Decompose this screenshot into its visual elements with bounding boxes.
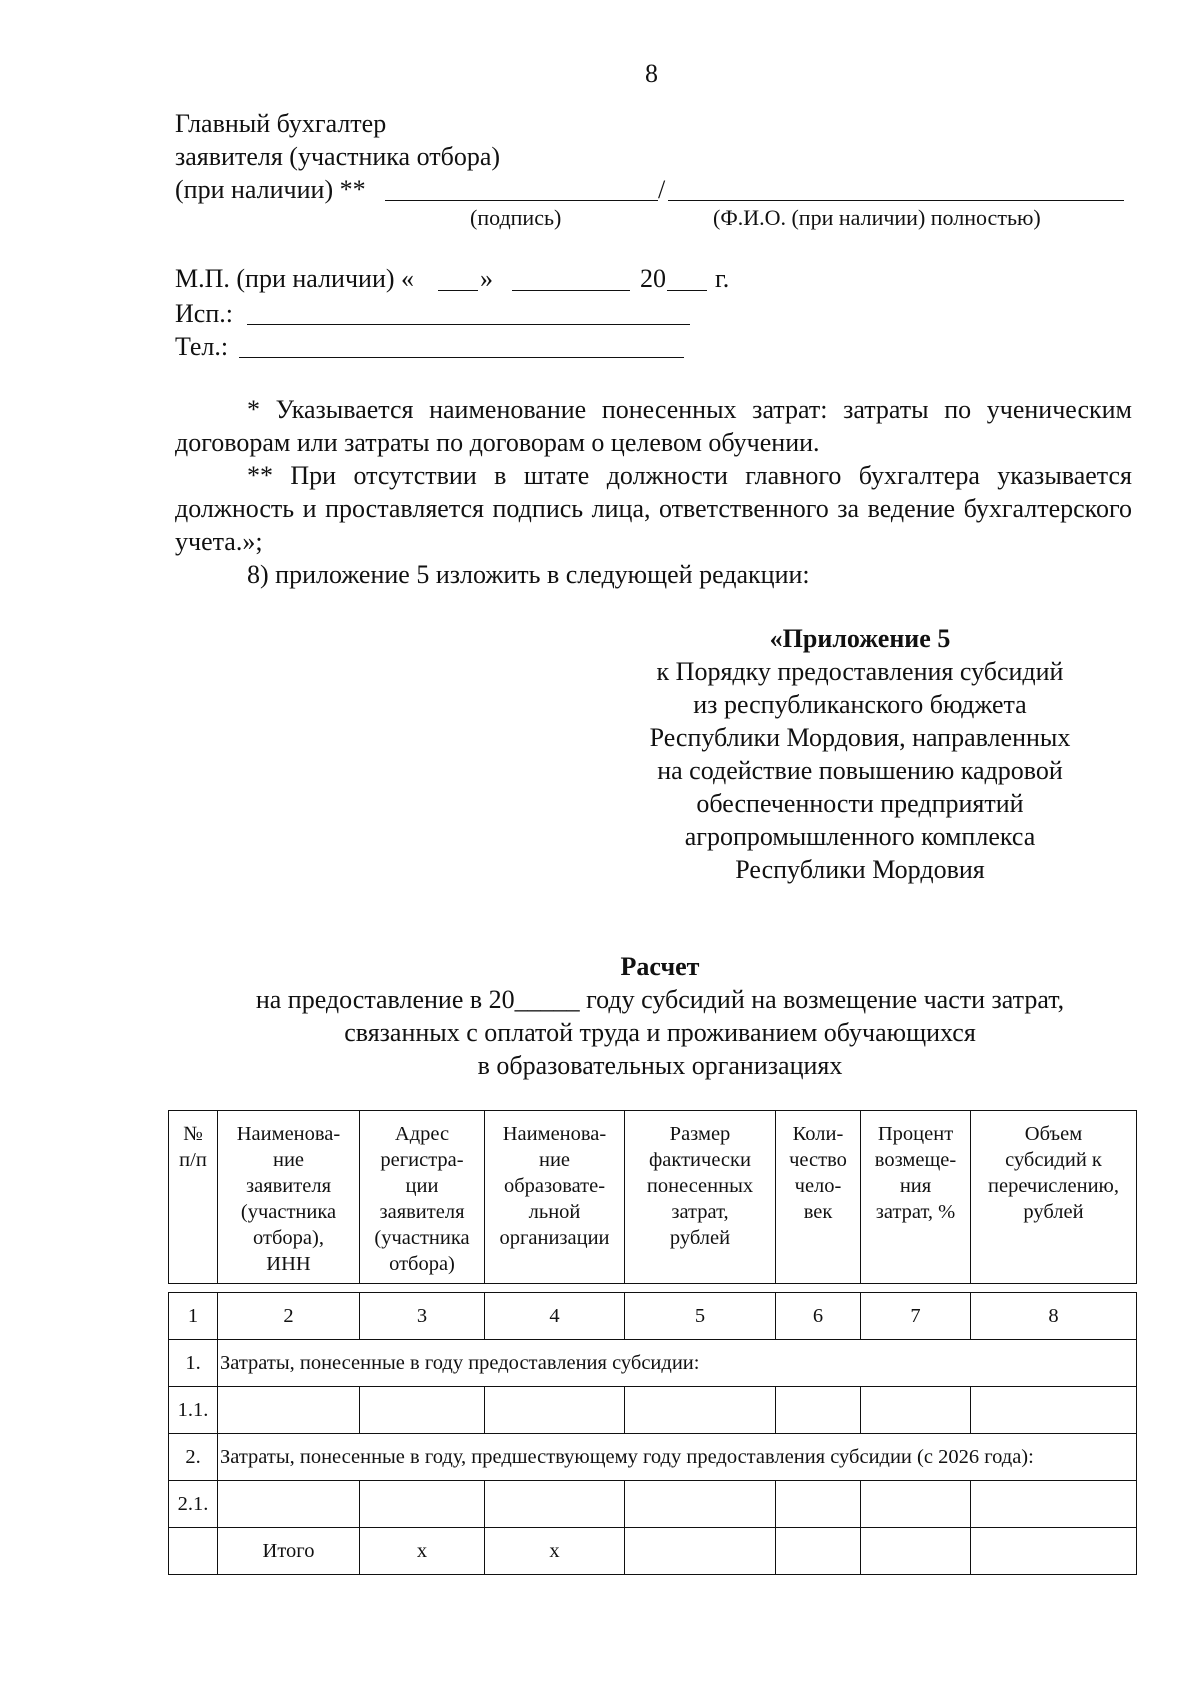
empty-cell — [776, 1481, 861, 1528]
row-2-1-number: 2.1. — [169, 1481, 218, 1528]
full-name-line — [668, 200, 1124, 201]
empty-cell — [485, 1481, 625, 1528]
calculation-table — [168, 1110, 1137, 1575]
header-educational-organization: Наименова- ние образовате- льной организации — [485, 1111, 625, 1284]
applicant-label: заявителя (участника отбора) — [175, 142, 501, 171]
empty-cell — [971, 1387, 1137, 1434]
phone-line — [239, 357, 684, 358]
section-2-title: Затраты, понесенные в году, предшествующему году предоставления субсидии (с 2026 года): — [218, 1434, 1137, 1481]
section-1-number: 1. — [169, 1340, 218, 1387]
section-1-row — [169, 1340, 1137, 1387]
table-row — [169, 1481, 1137, 1528]
appendix-line-3: Республики Мордовия, направленных — [649, 723, 1071, 752]
year-prefix: 20 — [640, 264, 666, 293]
empty-cell — [169, 1528, 218, 1575]
appendix-title: «Приложение 5 — [769, 624, 951, 653]
empty-cell — [861, 1387, 971, 1434]
gap-cell — [485, 1284, 625, 1293]
empty-cell — [971, 1481, 1137, 1528]
gap-cell — [971, 1284, 1137, 1293]
empty-cell — [360, 1481, 485, 1528]
executor-line — [247, 324, 690, 325]
table-header-row — [169, 1111, 1137, 1284]
year-line — [667, 290, 707, 291]
empty-cell — [861, 1481, 971, 1528]
month-line — [512, 290, 630, 291]
gap-cell — [861, 1284, 971, 1293]
empty-cell — [971, 1528, 1137, 1575]
gap-cell — [776, 1284, 861, 1293]
total-row — [169, 1528, 1137, 1575]
signature-line — [385, 200, 658, 201]
header-row-number: № п/п — [169, 1111, 218, 1284]
empty-cell — [625, 1528, 776, 1575]
page-number: 8 — [645, 59, 658, 88]
empty-cell — [218, 1387, 360, 1434]
item-8: 8) приложение 5 изложить в следующей редакции: — [247, 560, 810, 589]
column-number: 4 — [485, 1293, 625, 1340]
if-any-label: (при наличии) ** — [175, 175, 366, 204]
column-number: 8 — [971, 1293, 1137, 1340]
empty-cell — [485, 1387, 625, 1434]
empty-cell — [861, 1528, 971, 1575]
calculation-title: Расчет — [620, 952, 700, 981]
appendix-line-7: Республики Мордовия — [735, 855, 985, 884]
appendix-line-4: на содействие повышению кадровой — [657, 756, 1063, 785]
calculation-subtitle-2: связанных с оплатой труда и проживанием обучающихся — [344, 1018, 976, 1047]
column-number: 7 — [861, 1293, 971, 1340]
gap-cell — [218, 1284, 360, 1293]
gap-cell — [360, 1284, 485, 1293]
footnote-2: ** При отсутствии в штате должности главного бухгалтера указывается должность и проставляется подпись лица, ответственного за ведение бухгалтерского учета.»; — [175, 461, 1132, 556]
chief-accountant-label: Главный бухгалтер — [175, 109, 387, 138]
footnote-1: * Указывается наименование понесенных затрат: затраты по ученическим договорам или затраты по договорам о целевом обучении. — [175, 395, 1132, 457]
header-actual-costs: Размер фактически понесенных затрат, рублей — [625, 1111, 776, 1284]
table-row — [169, 1387, 1137, 1434]
empty-cell — [218, 1481, 360, 1528]
appendix-line-1: к Порядку предоставления субсидий — [656, 657, 1064, 686]
calculation-subtitle-3: в образовательных организациях — [477, 1051, 843, 1080]
empty-cell — [625, 1387, 776, 1434]
header-reimbursement-percent: Процент возмеще- ния затрат, % — [861, 1111, 971, 1284]
total-label: Итого — [218, 1528, 360, 1575]
header-subsidy-amount: Объем субсидий к перечислению, рублей — [971, 1111, 1137, 1284]
row-1-1-number: 1.1. — [169, 1387, 218, 1434]
seal-date-close: » — [480, 264, 493, 293]
empty-cell — [360, 1387, 485, 1434]
column-numbers-row — [169, 1293, 1137, 1340]
column-number: 3 — [360, 1293, 485, 1340]
total-x-address: x — [360, 1528, 485, 1575]
empty-cell — [776, 1528, 861, 1575]
header-people-count: Коли- чество чело- век — [776, 1111, 861, 1284]
header-applicant-name: Наименова- ние заявителя (участника отбора), ИНН — [218, 1111, 360, 1284]
gap-cell — [625, 1284, 776, 1293]
column-number: 6 — [776, 1293, 861, 1340]
empty-cell — [776, 1387, 861, 1434]
column-number: 5 — [625, 1293, 776, 1340]
column-number: 1 — [169, 1293, 218, 1340]
signature-caption: (подпись) — [470, 205, 562, 230]
empty-cell — [625, 1481, 776, 1528]
appendix-line-2: из республиканского бюджета — [693, 690, 1027, 719]
phone-label: Тел.: — [175, 332, 229, 361]
year-suffix: г. — [715, 264, 730, 293]
full-name-caption: (Ф.И.О. (при наличии) полностью) — [713, 205, 1041, 230]
total-x-organization: x — [485, 1528, 625, 1575]
section-2-number: 2. — [169, 1434, 218, 1481]
table-gap-row — [169, 1284, 1137, 1293]
section-2-row — [169, 1434, 1137, 1481]
section-1-title: Затраты, понесенные в году предоставления субсидии: — [218, 1340, 1137, 1387]
appendix-line-6: агропромышленного комплекса — [684, 822, 1036, 851]
day-line — [438, 290, 478, 291]
header-registration-address: Адрес регистра- ции заявителя (участника отбора) — [360, 1111, 485, 1284]
appendix-line-5: обеспеченности предприятий — [696, 789, 1024, 818]
slash-separator: / — [658, 175, 666, 204]
column-number: 2 — [218, 1293, 360, 1340]
calculation-subtitle-1: на предоставление в 20_____ году субсидий на возмещение части затрат, — [255, 985, 1065, 1014]
executor-label: Исп.: — [175, 299, 233, 328]
seal-date-prefix: М.П. (при наличии) « — [175, 264, 415, 293]
gap-cell — [169, 1284, 218, 1293]
